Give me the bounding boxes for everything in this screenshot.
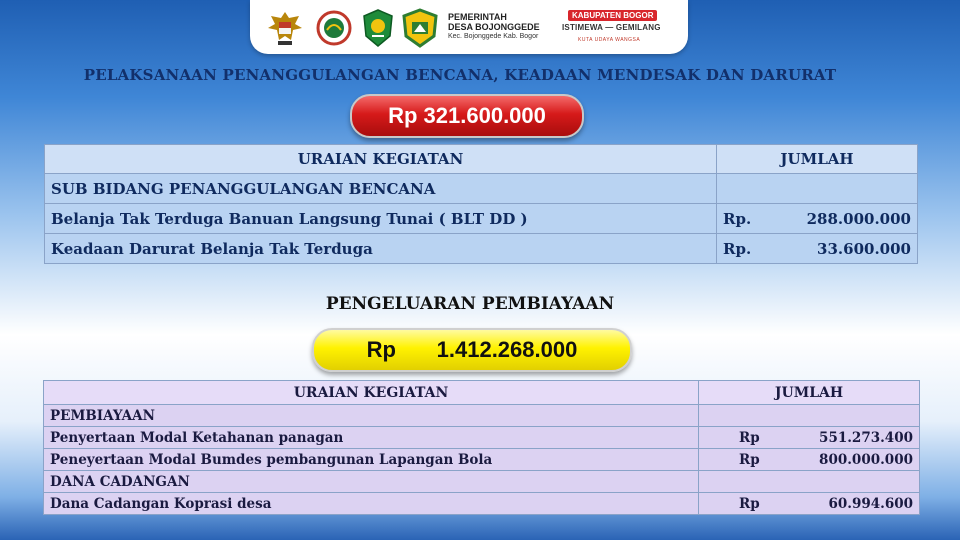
section1-total-badge: Rp 321.600.000 (350, 94, 584, 138)
section2-total-badge (312, 328, 632, 372)
row-label: Dana Cadangan Koprasi desa (44, 493, 699, 515)
table-row (44, 427, 920, 449)
section2-table (43, 380, 920, 515)
table-row (44, 493, 920, 515)
logo-bar (250, 0, 688, 54)
currency-label: Rp (739, 429, 760, 446)
section2-title: PENGELUARAN PEMBIAYAAN (325, 294, 615, 314)
amount-value: 288.000.000 (806, 209, 911, 228)
total-amount: 1.412.268.000 (436, 337, 578, 362)
kemendesa-emblem-icon (316, 10, 352, 46)
column-header-jumlah: JUMLAH (699, 381, 920, 405)
currency-label: Rp. (723, 209, 752, 228)
garuda-emblem-icon (266, 8, 304, 48)
table-header-row (44, 381, 920, 405)
currency-label: Rp. (723, 239, 752, 258)
amount-value: 60.994.600 (828, 495, 913, 512)
table-row (44, 405, 920, 427)
government-title (448, 12, 540, 42)
row-label: PEMBIAYAAN (44, 405, 699, 427)
row-label: SUB BIDANG PENANGGULANGAN BENCANA (45, 174, 717, 204)
kab-line1: KABUPATEN BOGOR (568, 10, 657, 21)
table-header-row (45, 145, 918, 174)
row-amount (699, 449, 920, 471)
jawa-barat-emblem-icon (362, 8, 394, 48)
total-currency: Rp (366, 337, 396, 362)
row-amount (699, 405, 920, 427)
section1-title: PELAKSANAAN PENANGGULANGAN BENCANA, KEADAAN MENDESAK DAN DARURAT (83, 66, 837, 84)
gov-line3: Kec. Bojonggede Kab. Bogor (448, 33, 539, 40)
amount-value: 33.600.000 (817, 239, 911, 258)
table-row (45, 204, 918, 234)
row-label: Penyertaan Modal Ketahanan panagan (44, 427, 699, 449)
table-row (45, 174, 918, 204)
kab-line3: KUTA UDAYA WANGSA (578, 37, 641, 43)
currency-label: Rp (739, 451, 760, 468)
row-amount (717, 174, 918, 204)
table-row (44, 471, 920, 493)
gov-line2: DESA BOJONGGEDE (448, 22, 540, 32)
column-header-jumlah: JUMLAH (717, 145, 918, 174)
table-row (45, 234, 918, 264)
row-amount (699, 493, 920, 515)
kabupaten-bogor-emblem-icon (402, 8, 438, 48)
row-amount (717, 234, 918, 264)
row-amount (717, 204, 918, 234)
row-label: Belanja Tak Terduga Banuan Langsung Tunai ( BLT DD ) (45, 204, 717, 234)
amount-value: 800.000.000 (819, 451, 913, 468)
section1-table (44, 144, 918, 264)
row-amount (699, 427, 920, 449)
table-row (44, 449, 920, 471)
gov-line1: PEMERINTAH (448, 12, 507, 22)
amount-value: 551.273.400 (819, 429, 913, 446)
row-label: DANA CADANGAN (44, 471, 699, 493)
column-header-uraian: URAIAN KEGIATAN (45, 145, 717, 174)
column-header-uraian: URAIAN KEGIATAN (44, 381, 699, 405)
kabupaten-bogor-logo (560, 10, 670, 48)
row-amount (699, 471, 920, 493)
currency-label: Rp (739, 495, 760, 512)
row-label: Peneyertaan Modal Bumdes pembangunan Lapangan Bola (44, 449, 699, 471)
row-label: Keadaan Darurat Belanja Tak Terduga (45, 234, 717, 264)
kab-line2: ISTIMEWA — GEMILANG (562, 23, 661, 32)
